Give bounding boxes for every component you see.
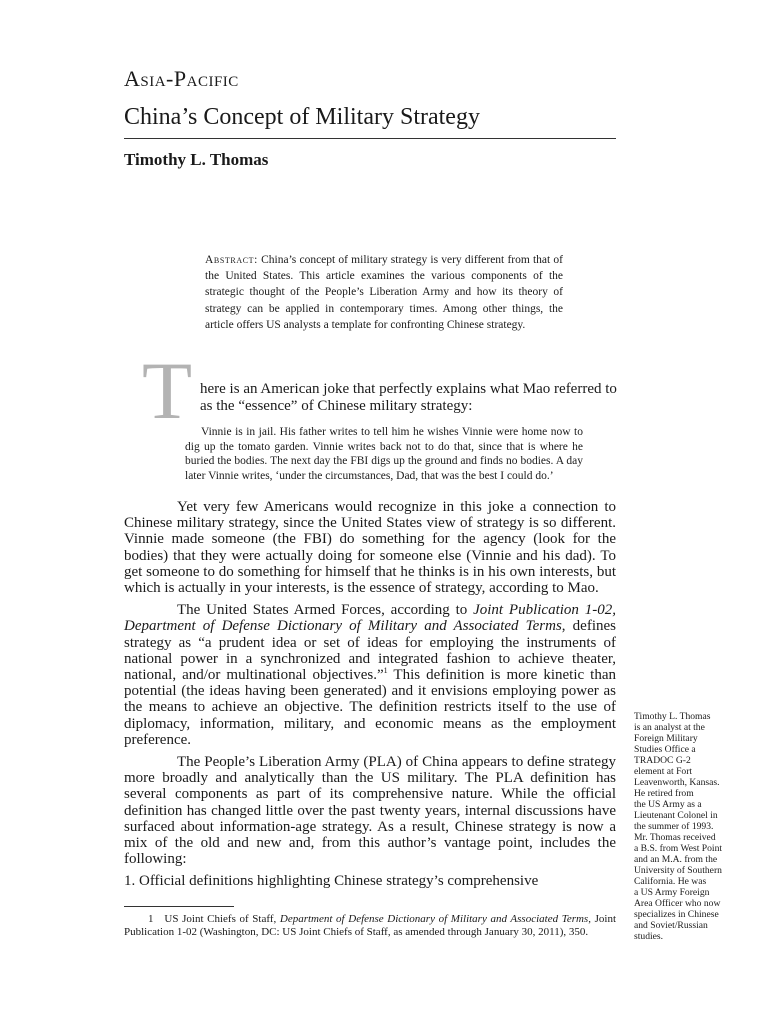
block-quote [185,425,583,483]
body-paragraph [124,602,616,748]
bio-line: Foreign Military [634,733,698,744]
footnote-text: , Joint Publication 1-02 (Washington, DC: US Joint Chiefs of Staff, as amended through January 30, 2011), 350. [124,913,616,938]
bio-line: He retired from [634,788,694,799]
title-divider [124,138,616,139]
bio-line: California. He was [634,876,707,887]
paragraph-text: , defines strategy as “a prudent idea or set of ideas for employing the instruments of national power in a synchronized and integrated fashion to achieve theater, national, and/or multinational objectives.” [124,618,616,684]
bio-line: is an analyst at the [634,722,705,733]
bio-line: Timothy L. Thomas [634,711,711,722]
bio-line: and Soviet/Russian [634,920,708,931]
bio-line: Lieutenant Colonel in [634,810,718,821]
bio-line: Leavenworth, Kansas. [634,777,720,788]
bio-line: studies. [634,931,664,942]
bio-line: TRADOC G-2 [634,755,691,766]
author-name: Timothy L. Thomas [124,150,269,169]
footnote-publication-title: Department of Defense Dictionary of Military and Associated Terms [279,913,589,925]
footnote-ref[interactable]: 1 [383,666,388,676]
abstract-label: Abstract: [205,254,258,266]
bio-line: Mr. Thomas received [634,832,716,843]
body-paragraph: The People’s Liberation Army (PLA) of China appears to define strategy more broadly and analytically than the US military. The PLA definition has several components as part of its comprehensive nature. While the official definition has changed little over the past twenty years, internal discussions have surfaced about information-age strategy. As a result, Chinese strategy is now a mix of the old and new and, from this author’s vantage point, includes the following: [124,754,616,868]
footnote-number: 1 [148,913,154,925]
abstract [205,252,563,333]
article-title: China’s Concept of Military Strategy [124,104,480,130]
author-bio [634,711,746,942]
footnote [124,913,616,939]
section-label: Asia-Pacific [124,66,239,91]
bio-line: a B.S. from West Point [634,843,723,854]
bio-line: the summer of 1993. [634,821,714,832]
quote-text: Vinnie is in jail. His father writes to tell him he wishes Vinnie were home now to dig up the tomato garden. Vinnie writes back not to do that, since that is where he buried the bodies. The next day the FBI digs up the ground and finds no bodies. A day later Vinnie writes, ‘under the circumstances, Dad, that was the best I could do.’ [185,426,583,482]
bio-line: and an M.A. from the [634,854,718,865]
bio-line: a US Army Foreign [634,887,710,898]
bio-line: the US Army as a [634,799,702,810]
bio-line: specializes in Chinese [634,909,719,920]
bio-line: Studies Office a [634,744,696,755]
abstract-text: China’s concept of military strategy is very different from that of the United States. This article examines the various components of the strategic thought of the People’s Liberation Army and how its theory of strategy can be applied in contemporary times. Among other things, the article offers US analysts a template for confronting Chinese strategy. [205,254,564,331]
opening-sentence: here is an American joke that perfectly explains what Mao referred to as the “essence” of Chinese military strategy: [200,381,617,414]
list-item: 1. Official definitions highlighting Chinese strategy’s comprehensive [124,873,539,890]
article-body [124,499,616,896]
bio-line: Area Officer who now [634,898,721,909]
bio-line: University of Southern [634,865,722,876]
publication-title: Joint Publication 1-02, Department of Defense Dictionary of Military and Associated Terms [124,602,616,635]
paragraph-text: This definition is more kinetic than potential (the ideas having been generated) and it envisions employing power as the means to achieve an objective. The definition restricts itself to the use of diplomacy, information, military, and economic means as the employment preference. [124,667,616,748]
footnote-text: US Joint Chiefs of Staff, [164,913,280,925]
bio-line: element at Fort [634,766,693,777]
paragraph-text: The United States Armed Forces, according to [177,602,474,619]
drop-cap: T [142,345,193,436]
body-paragraph: Yet very few Americans would recognize in this joke a connection to Chinese military strategy, since the United States view of strategy is so different. Vinnie made someone (the FBI) do something for the agency (look for the bodies) that they were actually doing for someone else (Vinnie and his dad). To get someone to do something for himself that he thinks is in his own interests, but which is actually in your interests, is the essence of strategy, according to Mao. [124,499,616,597]
footnote-divider [124,906,234,907]
